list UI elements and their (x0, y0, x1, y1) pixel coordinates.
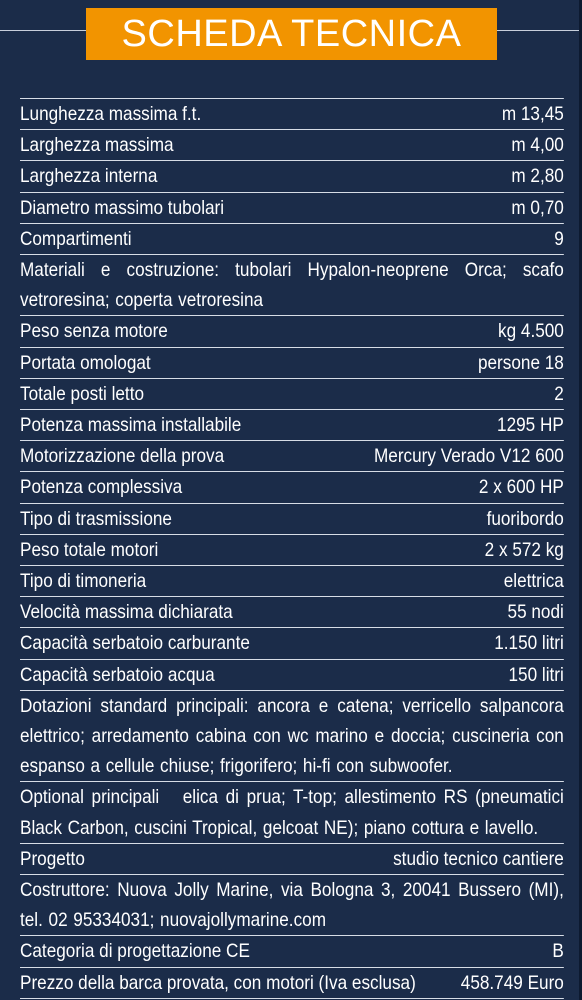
spec-value: 55 nodi (507, 601, 564, 624)
spec-value: m 0,70 (511, 196, 564, 219)
spec-row (20, 315, 564, 346)
spec-label: Capacità serbatoio carburante (20, 632, 250, 655)
spec-value: 2 x 572 kg (484, 538, 564, 561)
spec-label: Portata omologat (20, 351, 151, 374)
spec-table (20, 98, 564, 999)
spec-value: 2 x 600 HP (478, 476, 564, 499)
spec-label: Peso totale motori (20, 538, 159, 561)
spec-text: Materiali e costruzione: tubolari Hypalon-neoprene Orca; scafo vetroresina; coperta vetroresina (20, 259, 564, 312)
spec-value: 1.150 litri (494, 632, 564, 655)
spec-value: B (552, 940, 564, 963)
spec-row (20, 192, 564, 223)
spec-value: 1295 HP (497, 414, 564, 437)
spec-row (20, 534, 564, 565)
spec-label: Larghezza massima (20, 134, 174, 157)
spec-row-multiline (20, 690, 564, 782)
spec-value: elettrica (503, 570, 564, 593)
spec-label: Totale posti letto (20, 382, 145, 405)
spec-label: Diametro massimo tubolari (20, 196, 225, 219)
spec-value: m 13,45 (501, 103, 564, 125)
spec-row (20, 129, 564, 160)
spec-label: Larghezza interna (20, 165, 158, 188)
spec-row (20, 935, 564, 966)
spec-label: Compartimenti (20, 227, 132, 250)
spec-label: Tipo di trasmissione (20, 507, 172, 530)
spec-label: Peso senza motore (20, 320, 168, 343)
spec-text: elica di prua; T-top; allestimento RS (pneumatici Black Carbon, cuscini Tropical, gelcoat NE); piano cottura e lavello. (20, 786, 564, 839)
spec-label: Potenza massima installabile (20, 414, 242, 437)
spec-value: studio tecnico cantiere (393, 847, 564, 870)
spec-value: 9 (554, 227, 564, 250)
spec-row (20, 347, 564, 378)
spec-label: Prezzo della barca provata, con motori (Iva esclusa) (20, 971, 416, 994)
spec-row (20, 967, 564, 999)
spec-row (20, 160, 564, 191)
spec-value: 150 litri (508, 663, 564, 686)
spec-value: kg 4.500 (498, 320, 564, 343)
spec-row (20, 378, 564, 409)
spec-label: Velocità massima dichiarata (20, 601, 233, 624)
spec-label: Capacità serbatoio acqua (20, 663, 215, 686)
spec-row (20, 223, 564, 254)
spec-value: fuoribordo (486, 507, 564, 530)
page-title-banner (86, 8, 497, 60)
spec-label: Motorizzazione della prova (20, 445, 225, 468)
spec-text: Costruttore: Nuova Jolly Marine, via Bologna 3, 20041 Bussero (MI), tel. 02 95334031; nuovajollymarine.com (20, 879, 564, 932)
spec-value: m 2,80 (511, 165, 564, 188)
spec-value: 2 (554, 382, 564, 405)
spec-row (20, 471, 564, 502)
spec-label: Progetto (20, 847, 85, 870)
spec-text: Dotazioni standard principali: ancora e catena; verricello salpancora elettrico; arredamento cabina con wc marino e doccia; cuscineria con espanso a cellule chiuse; frigorifero; hi-fi con subwoofer. (20, 694, 564, 778)
spec-row (20, 627, 564, 658)
spec-row (20, 565, 564, 596)
spec-value: m 4,00 (511, 134, 564, 157)
spec-value: Mercury Verado V12 600 (374, 445, 564, 468)
spec-row (20, 98, 564, 129)
spec-label: Tipo di timoneria (20, 570, 147, 593)
spec-row (20, 659, 564, 690)
spec-row-multiline (20, 781, 564, 842)
spec-label: Optional principali (20, 786, 160, 809)
spec-label: Potenza complessiva (20, 476, 183, 499)
spec-label: Lunghezza massima f.t. (20, 103, 202, 125)
spec-value: persone 18 (477, 351, 564, 374)
spec-row-multiline (20, 254, 564, 315)
spec-row (20, 409, 564, 440)
spec-row (20, 596, 564, 627)
page-title: SCHEDA TECNICA (121, 12, 462, 55)
spec-row-multiline (20, 874, 564, 935)
spec-row (20, 503, 564, 534)
spec-label: Categoria di progettazione CE (20, 940, 250, 963)
spec-row (20, 440, 564, 471)
spec-value: 458.749 Euro (460, 971, 564, 994)
spec-row (20, 843, 564, 874)
